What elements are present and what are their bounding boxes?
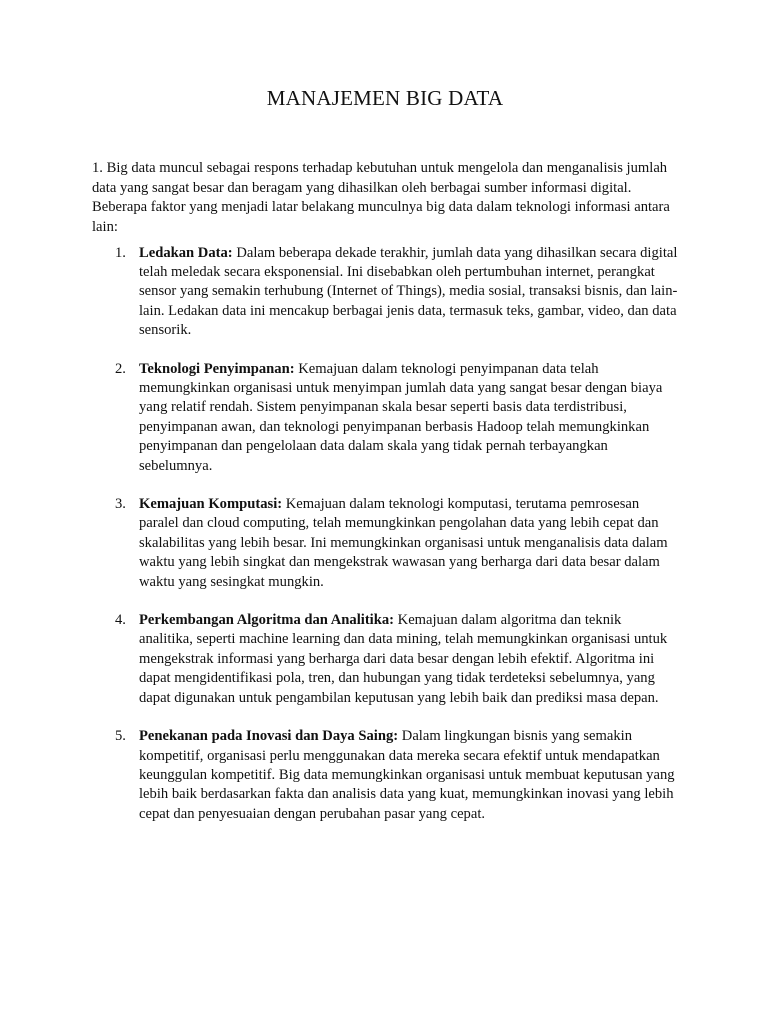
list-item-number: 5.	[115, 728, 126, 745]
document-title: MANAJEMEN BIG DATA	[266, 86, 504, 110]
list-item-heading: Teknologi Penyimpanan:	[139, 360, 299, 377]
list-item-text: Dalam lingkungan bisnis yang semakin kompetitif, organisasi perlu menggunakan data mereka secara efektif untuk mendapatkan keunggulan kompetitif. Big data memungkinkan organisasi untuk membuat keputusan yang lebih baik berdasarkan fakta dan analisis data yang kuat, memungkinkan inovasi yang lebih cepat dan penyesuaian dengan perubahan pasar yang cepat.	[139, 728, 675, 822]
list-item-heading: Ledakan Data:	[139, 244, 237, 261]
list-item	[92, 360, 678, 476]
list-item-number: 3.	[115, 496, 126, 513]
factor-list	[92, 244, 678, 825]
list-item-heading: Perkembangan Algoritma dan Analitika:	[139, 612, 398, 629]
list-item-text: Kemajuan dalam teknologi komputasi, terutama pemrosesan paralel dan cloud computing, telah memungkinkan pengolahan data yang lebih cepat dan skalabilitas yang lebih besar. Ini memungkinkan organisasi untuk menganalisis data dalam waktu yang lebih singkat dan mengekstrak wawasan yang berharga dari data besar dalam waktu yang sesingkat mungkin.	[139, 496, 668, 590]
list-item-heading: Kemajuan Komputasi:	[139, 496, 286, 513]
list-item-number: 1.	[115, 244, 126, 261]
list-item-number: 2.	[115, 360, 126, 377]
intro-paragraph: 1. Big data muncul sebagai respons terhadap kebutuhan untuk mengelola dan menganalisis jumlah data yang sangat besar dan beragam yang dihasilkan oleh berbagai sumber informasi digital. Beberapa faktor yang menjadi latar belakang munculnya big data dalam teknologi informasi antara lain:	[92, 160, 670, 235]
list-item	[92, 611, 678, 708]
list-item-text: Dalam beberapa dekade terakhir, jumlah data yang dihasilkan secara digital telah meledak secara eksponensial. Ini disebabkan oleh pertumbuhan internet, perangkat sensor yang semakin terhubung (Internet of Things), media sosial, transaksi bisnis, dan lain-lain. Ledakan data ini mencakup berbagai jenis data, termasuk teks, gambar, video, dan data sensorik.	[139, 244, 678, 339]
list-item-text: Kemajuan dalam algoritma dan teknik analitika, seperti machine learning dan data mining, telah memungkinkan organisasi untuk mengekstrak informasi yang berharga dari data besar dengan lebih efektif. Algoritma ini dapat mengidentifikasi pola, tren, dan hubungan yang tidak terdeteksi sebelumnya, yang dapat digunakan untuk pengambilan keputusan yang lebih baik dan prediksi masa depan.	[139, 612, 668, 706]
list-item-heading: Penekanan pada Inovasi dan Daya Saing:	[139, 728, 402, 745]
list-item-text: Kemajuan dalam teknologi penyimpanan data telah memungkinkan organisasi untuk menyimpan jumlah data yang sangat besar dengan biaya yang relatif rendah. Sistem penyimpanan skala besar seperti basis data terdistribusi, penyimpanan awan, dan teknologi penyimpanan berbasis Hadoop telah memungkinkan penyimpanan dan pengelolaan data dalam skala yang tidak pernah terbayangkan sebelumnya.	[139, 360, 663, 474]
list-item-number: 4.	[115, 612, 126, 629]
list-item	[92, 244, 678, 341]
list-item	[92, 495, 678, 592]
list-item	[92, 727, 678, 824]
